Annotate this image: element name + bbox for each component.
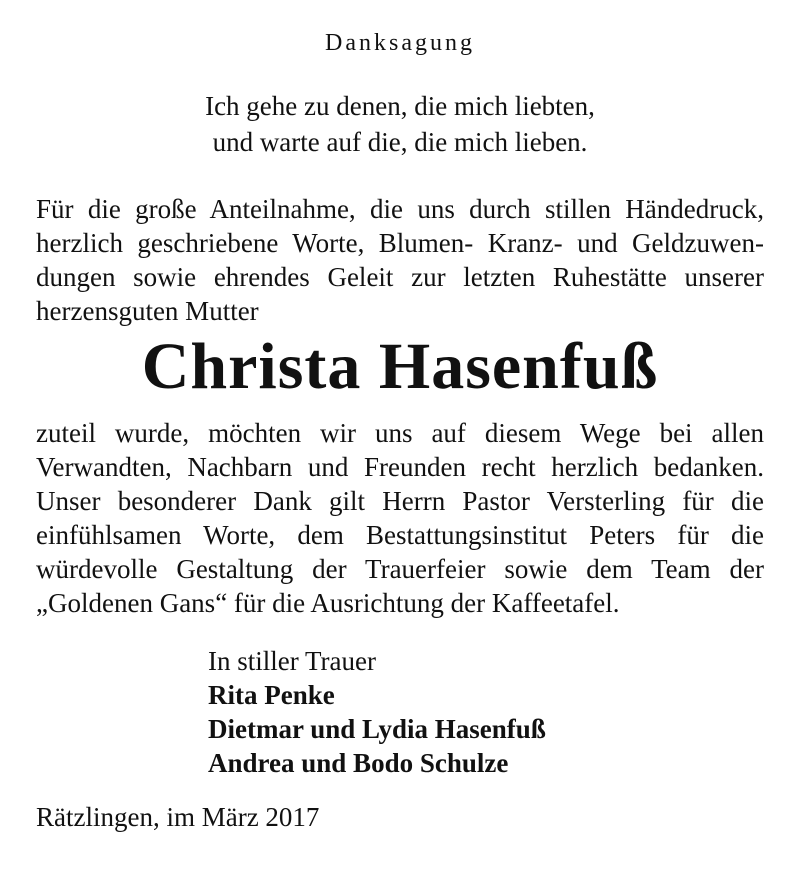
signoff-block — [208, 644, 546, 780]
thanks-line: würdevolle Gestaltung der Trauerfeier sowie dem Team der — [36, 554, 764, 584]
signer-name: Rita Penke — [208, 680, 335, 710]
signer-name: Andrea und Bodo Schulze — [208, 748, 509, 778]
mourning-phrase: In stiller Trauer — [208, 646, 376, 676]
thanks-line: zuteil wurde, möchten wir uns auf diesem Wege bei allen — [36, 418, 764, 448]
intro-line: dungen sowie ehrendes Geleit zur letzten Ruhestätte unserer — [36, 262, 764, 292]
signer-name: Dietmar und Lydia Hasenfuß — [208, 714, 546, 744]
thanks-line: Unser besonderer Dank gilt Herrn Pastor Versterling für die — [36, 486, 764, 516]
thanks-paragraph — [36, 416, 764, 620]
intro-paragraph — [36, 192, 764, 328]
motto-line: und warte auf die, die mich lieben. — [212, 127, 588, 157]
thanks-line: Verwandten, Nachbarn und Freunden recht herzlich bedanken. — [36, 452, 764, 482]
thanks-line: „Goldenen Gans“ für die Ausrichtung der Kaffeetafel. — [36, 588, 620, 618]
deceased-name: Christa Hasenfuß — [141, 330, 659, 403]
intro-line: herzlich geschriebene Worte, Blumen- Kranz- und Geldzuwen- — [36, 228, 764, 258]
thanks-line: einfühlsamen Worte, dem Bestattungsinstitut Peters für die — [36, 520, 764, 550]
intro-line: Für die große Anteilnahme, die uns durch stillen Händedruck, — [36, 194, 764, 224]
motto-quote — [0, 88, 800, 160]
motto-line: Ich gehe zu denen, die mich liebten, — [205, 91, 595, 121]
notice-heading: Danksagung — [325, 30, 475, 56]
intro-line: herzensguten Mutter — [36, 296, 259, 326]
place-date: Rätzlingen, im März 2017 — [36, 802, 320, 832]
